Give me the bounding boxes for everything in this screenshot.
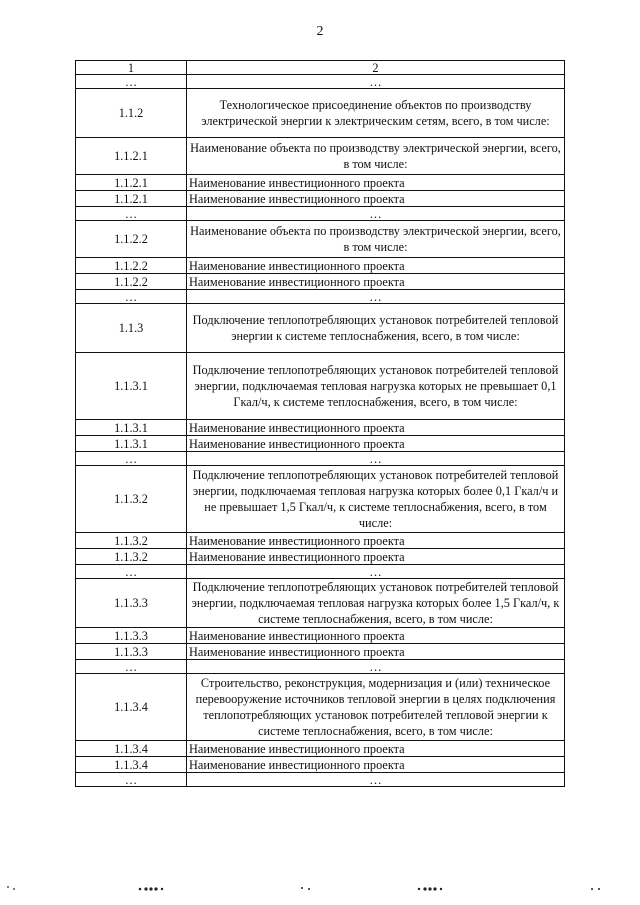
row-code: … xyxy=(76,290,187,304)
section-row xyxy=(76,353,565,420)
ellipsis-row xyxy=(76,565,565,579)
row-name: … xyxy=(187,452,565,466)
row-code: 1.1.3.3 xyxy=(76,644,187,660)
row-name: Наименование инвестиционного проекта xyxy=(187,644,565,660)
row-code: 1.1.2.2 xyxy=(76,258,187,274)
project-row xyxy=(76,175,565,191)
row-name: Подключение теплопотребляющих установок потребителей тепловой энергии, подключаемая тепловая нагрузка которых более 0,1 Гкал/ч и не превышает 1,5 Гкал/ч, к системе теплоснабжения, всего, в том числе: xyxy=(187,466,565,533)
project-row xyxy=(76,741,565,757)
project-row xyxy=(76,274,565,290)
section-row xyxy=(76,89,565,138)
row-code: 1.1.2 xyxy=(76,89,187,138)
row-name: Наименование инвестиционного проекта xyxy=(187,274,565,290)
project-row xyxy=(76,436,565,452)
row-code: … xyxy=(76,773,187,787)
row-name: Наименование инвестиционного проекта xyxy=(187,420,565,436)
row-code: … xyxy=(76,75,187,89)
row-code: 1.1.2.2 xyxy=(76,274,187,290)
row-name: Наименование инвестиционного проекта xyxy=(187,741,565,757)
ellipsis-row xyxy=(76,660,565,674)
row-name: … xyxy=(187,660,565,674)
section-row xyxy=(76,674,565,741)
row-name: Наименование инвестиционного проекта xyxy=(187,175,565,191)
row-code: 1.1.3.1 xyxy=(76,436,187,452)
ellipsis-row xyxy=(76,75,565,89)
project-row xyxy=(76,533,565,549)
row-name: Наименование инвестиционного проекта xyxy=(187,258,565,274)
project-row xyxy=(76,420,565,436)
ellipsis-row xyxy=(76,452,565,466)
project-row xyxy=(76,644,565,660)
row-code: … xyxy=(76,207,187,221)
project-row xyxy=(76,191,565,207)
row-name: Наименование инвестиционного проекта xyxy=(187,533,565,549)
row-name: … xyxy=(187,75,565,89)
section-row xyxy=(76,466,565,533)
row-code: … xyxy=(76,565,187,579)
row-name: Наименование инвестиционного проекта xyxy=(187,191,565,207)
project-row xyxy=(76,549,565,565)
row-name: Наименование инвестиционного проекта xyxy=(187,757,565,773)
row-code: 1.1.2.2 xyxy=(76,221,187,258)
row-code: 1.1.3.1 xyxy=(76,420,187,436)
row-name: Подключение теплопотребляющих установок потребителей тепловой энергии, подключаемая тепловая нагрузка которых более 1,5 Гкал/ч, к системе теплоснабжения, всего, в том числе: xyxy=(187,579,565,628)
section-row xyxy=(76,304,565,353)
row-code: 1.1.2.1 xyxy=(76,138,187,175)
ellipsis-row xyxy=(76,773,565,787)
row-name: … xyxy=(187,290,565,304)
row-code: 1.1.3.4 xyxy=(76,757,187,773)
row-name: Наименование объекта по производству электрической энергии, всего, в том числе: xyxy=(187,138,565,175)
row-code: 1.1.3.3 xyxy=(76,579,187,628)
section-row xyxy=(76,579,565,628)
row-code: 1.1.2.1 xyxy=(76,191,187,207)
scan-artifacts xyxy=(0,883,640,895)
row-code: 1.1.3.2 xyxy=(76,533,187,549)
row-name: … xyxy=(187,565,565,579)
section-row xyxy=(76,138,565,175)
section-row xyxy=(76,221,565,258)
investment-table xyxy=(75,60,565,787)
row-name: Наименование инвестиционного проекта xyxy=(187,628,565,644)
row-name: Строительство, реконструкция, модернизация и (или) техническое перевооружение источников тепловой энергии в целях подключения теплопотребляющих установок потребителей тепловой энергии к системе теплоснабжения, всего, в том числе: xyxy=(187,674,565,741)
row-name: Технологическое присоединение объектов по производству электрической энергии к электрическим сетям, всего, в том числе: xyxy=(187,89,565,138)
row-name: Подключение теплопотребляющих установок потребителей тепловой энергии, подключаемая тепловая нагрузка которых не превышает 0,1 Гкал/ч, к системе теплоснабжения, всего, в том числе: xyxy=(187,353,565,420)
project-row xyxy=(76,757,565,773)
row-code: … xyxy=(76,660,187,674)
row-name: Наименование инвестиционного проекта xyxy=(187,436,565,452)
row-code: 1.1.3.2 xyxy=(76,466,187,533)
column-header-1: 1 xyxy=(76,61,187,75)
table-header-row xyxy=(76,61,565,75)
column-header-2: 2 xyxy=(187,61,565,75)
row-code: 1.1.3.1 xyxy=(76,353,187,420)
row-name: … xyxy=(187,207,565,221)
row-name: … xyxy=(187,773,565,787)
row-code: 1.1.3.2 xyxy=(76,549,187,565)
page-number: 2 xyxy=(316,24,324,39)
project-row xyxy=(76,628,565,644)
project-row xyxy=(76,258,565,274)
row-code: 1.1.3.4 xyxy=(76,674,187,741)
row-code: 1.1.3.4 xyxy=(76,741,187,757)
row-name: Наименование объекта по производству электрической энергии, всего, в том числе: xyxy=(187,221,565,258)
ellipsis-row xyxy=(76,207,565,221)
row-code: 1.1.3.3 xyxy=(76,628,187,644)
row-name: Подключение теплопотребляющих установок потребителей тепловой энергии к системе теплоснабжения, всего, в том числе: xyxy=(187,304,565,353)
row-name: Наименование инвестиционного проекта xyxy=(187,549,565,565)
row-code: 1.1.2.1 xyxy=(76,175,187,191)
row-code: 1.1.3 xyxy=(76,304,187,353)
ellipsis-row xyxy=(76,290,565,304)
row-code: … xyxy=(76,452,187,466)
